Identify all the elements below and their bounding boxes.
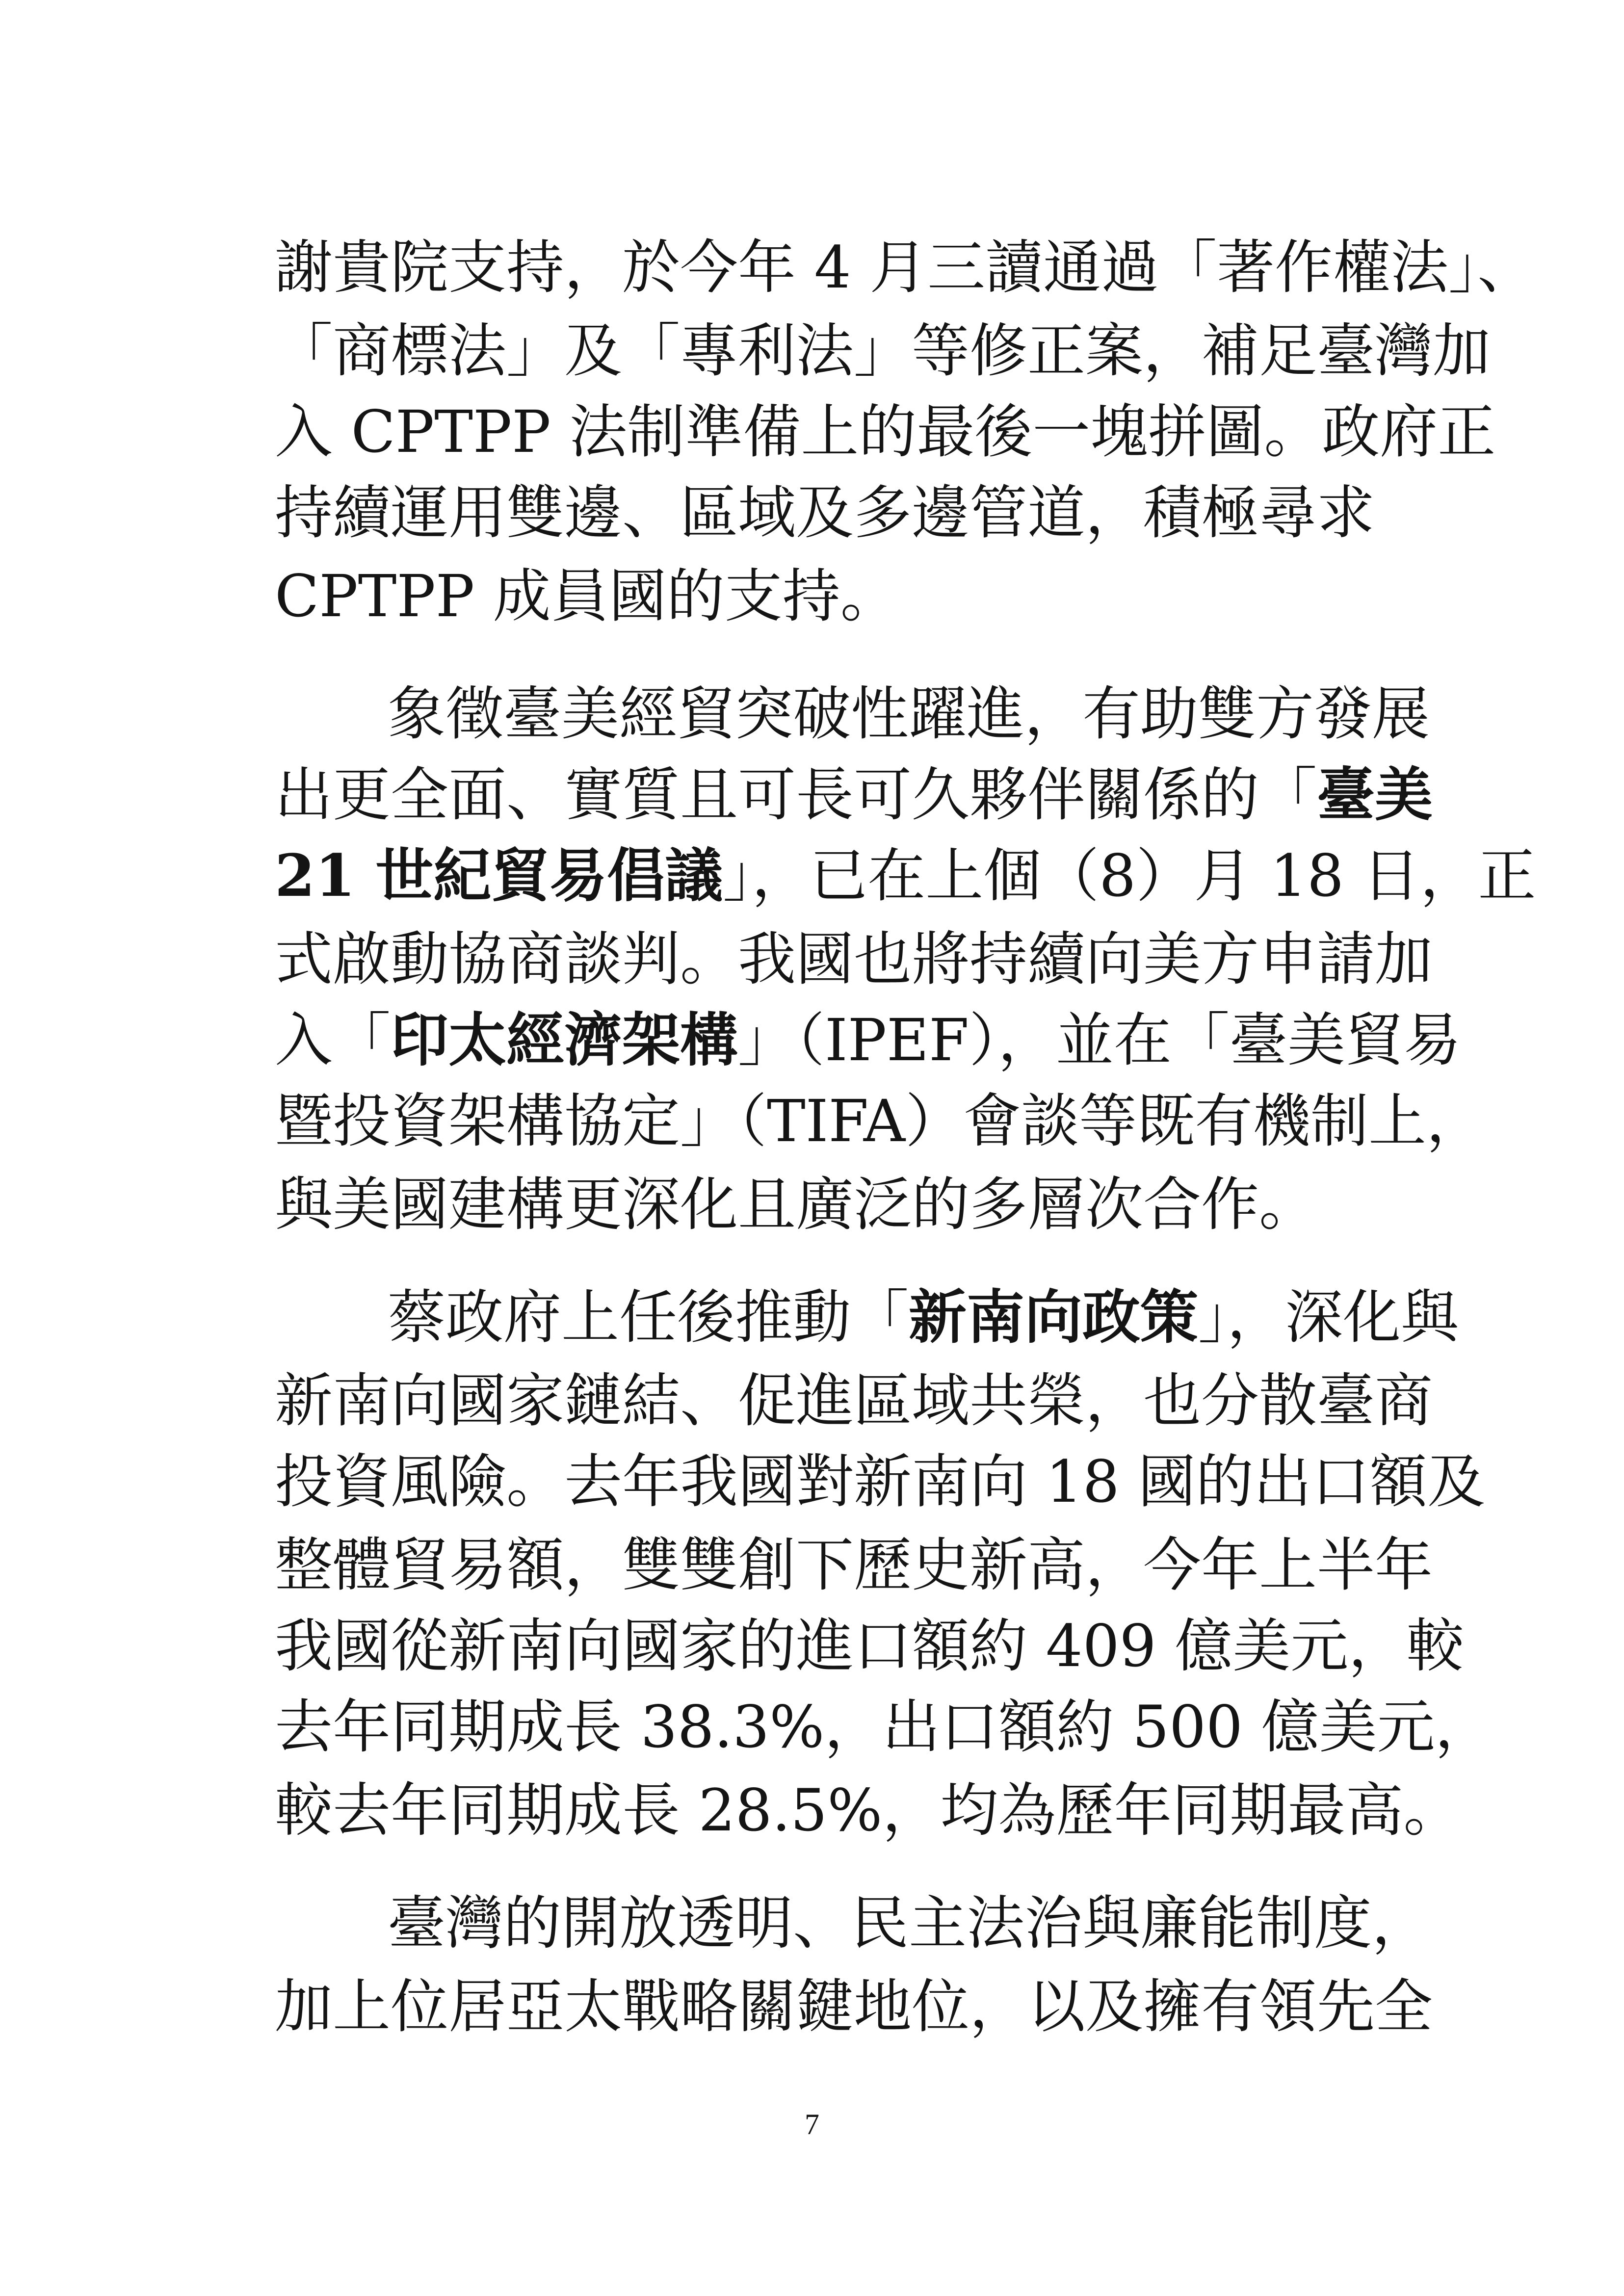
text-line: 整體貿易額，雙雙創下歷史新高，今年上半年 bbox=[275, 1531, 1433, 1599]
text-line: 我國從新南向國家的進口額約 409 億美元，較 bbox=[275, 1612, 1465, 1680]
text-line: 象徵臺美經貿突破性躍進，有助雙方發展 bbox=[388, 680, 1430, 748]
text-line: 入 CPTPP 法制準備上的最後一塊拼圖。政府正 bbox=[275, 398, 1496, 466]
text-run: 」，深化與 bbox=[1198, 1283, 1459, 1351]
text-line: 臺灣的開放透明、民主法治與廉能制度， bbox=[388, 1889, 1430, 1957]
text-line: 「商標法」及「專利法」等修正案，補足臺灣加 bbox=[275, 317, 1491, 385]
bold-term: 印太經濟架構 bbox=[391, 1006, 738, 1074]
text-line bbox=[275, 1003, 1462, 1077]
text-line: 式啟動協商談判。我國也將持續向美方申請加 bbox=[275, 925, 1433, 993]
page-number: 7 bbox=[805, 2108, 819, 2140]
text-line: 去年同期成長 38.3%，出口額約 500 億美元， bbox=[275, 1693, 1493, 1761]
bold-term: 21 世紀貿易倡議 bbox=[275, 841, 723, 910]
bold-term: 臺美 bbox=[1317, 760, 1433, 829]
text-run: 」，已在上個（8）月 18 日，正 bbox=[723, 842, 1536, 910]
text-run: 」（IPEF），並在「臺美貿易 bbox=[738, 1006, 1462, 1074]
text-line bbox=[275, 839, 1536, 913]
text-run: 出更全面、實質且可長可久夥伴關係的「 bbox=[275, 761, 1317, 829]
text-line: 與美國建構更深化且廣泛的多層次合作。 bbox=[275, 1171, 1317, 1238]
text-line bbox=[275, 758, 1433, 832]
text-line: 投資風險。去年我國對新南向 18 國的出口額及 bbox=[275, 1448, 1486, 1515]
text-line: CPTPP 成員國的支持。 bbox=[275, 562, 898, 630]
bold-term: 新南向政策 bbox=[909, 1283, 1199, 1351]
text-line: 較去年同期成長 28.5%，均為歷年同期最高。 bbox=[275, 1776, 1462, 1844]
text-line: 加上位居亞太戰略關鍵地位，以及擁有領先全 bbox=[275, 1973, 1433, 2040]
text-run: 入「 bbox=[275, 1006, 391, 1074]
text-line: 持續運用雙邊、區域及多邊管道，積極尋求 bbox=[275, 479, 1375, 547]
text-line: 暨投資架構協定」（TIFA）會談等既有機制上， bbox=[275, 1087, 1485, 1155]
text-line bbox=[388, 1280, 1459, 1354]
text-run: 蔡政府上任後推動「 bbox=[388, 1283, 909, 1351]
text-line: 謝貴院支持，於今年 4 月三讀通過「著作權法」、 bbox=[275, 234, 1536, 301]
text-line: 新南向國家鏈結、促進區域共榮，也分散臺商 bbox=[275, 1367, 1433, 1435]
